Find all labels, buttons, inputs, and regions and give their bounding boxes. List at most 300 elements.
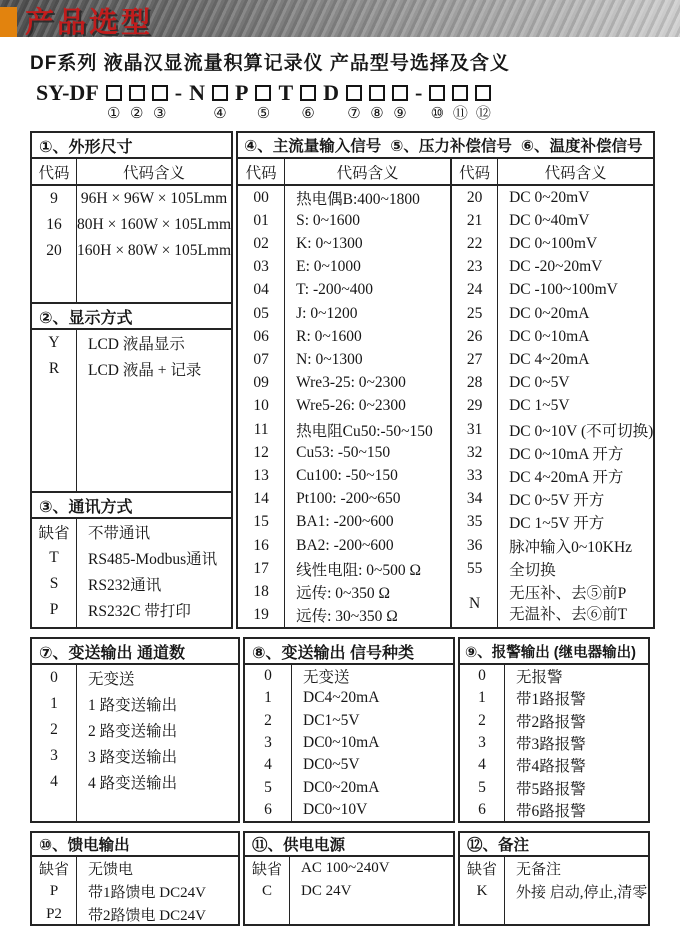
- meaning-cell: E: 0~1000: [296, 258, 361, 276]
- table-row: [238, 186, 450, 209]
- code-cell: 1: [245, 687, 292, 709]
- meaning-cell: DC 0~5V 开方: [509, 492, 605, 510]
- code-cell: Y: [32, 330, 77, 356]
- model-placeholder-box: [212, 85, 228, 101]
- table-row: [452, 232, 653, 255]
- table-feed-output: [30, 831, 240, 926]
- model-placeholder-box: [300, 85, 316, 101]
- column-header-row: [452, 159, 653, 186]
- table-title: ③、通讯方式: [32, 493, 231, 519]
- code-cell: 3: [460, 732, 505, 754]
- meaning-cell: 160H × 80W × 105Lmm: [77, 242, 232, 259]
- code-cell: 6: [245, 799, 292, 821]
- model-box-slot: [212, 81, 228, 124]
- meaning-cell: DC 0~5V: [509, 374, 570, 392]
- table-row: [32, 665, 238, 691]
- model-code-line: [36, 81, 680, 124]
- meaning-cell: 无馈电: [88, 862, 134, 878]
- meaning-cell: DC 0~20mA: [509, 304, 590, 322]
- code-cell: 11: [238, 418, 285, 441]
- meaning-cell: 带4路报警: [516, 758, 586, 776]
- table-row: [452, 302, 653, 325]
- meaning-cell: 无变送: [303, 669, 350, 687]
- table-row: [460, 857, 648, 880]
- code-cell: K: [460, 880, 505, 903]
- meaning-cell: 96H × 96W × 105Lmm: [80, 190, 228, 207]
- code-cell: 5: [245, 776, 292, 798]
- meaning-cell: Cu53: -50~150: [296, 443, 391, 461]
- table-row: [245, 799, 453, 821]
- model-text-label: D: [323, 80, 340, 105]
- compensation-signal-group: [450, 159, 653, 627]
- code-cell: 04: [238, 279, 285, 302]
- meaning-cell: 无备注: [516, 862, 562, 878]
- table-comm-mode: [32, 491, 231, 627]
- model-placeholder-box: [152, 85, 168, 101]
- model-placeholder-box: [255, 85, 271, 101]
- meaning-cell: RS232通讯: [88, 577, 162, 594]
- top-table-group: [30, 131, 654, 629]
- position-number: ⑥: [301, 106, 315, 122]
- code-cell: 32: [452, 441, 498, 464]
- table-title: ⑫、备注: [460, 833, 648, 857]
- table-row: [245, 732, 453, 754]
- table-row: [32, 769, 238, 795]
- code-cell: S: [32, 571, 77, 597]
- code-column-header: 代码: [452, 159, 498, 184]
- table-row: [452, 186, 653, 209]
- meaning-cell: BA2: -200~600: [296, 536, 394, 554]
- code-cell: 33: [452, 464, 498, 487]
- meaning-cell: R: 0~1600: [296, 327, 362, 345]
- code-cell: 23: [452, 256, 498, 279]
- model-box-slot: [152, 81, 168, 124]
- banner-accent-bar: [0, 7, 17, 37]
- table-row: [245, 776, 453, 798]
- bottom-table-group: [30, 831, 650, 926]
- table-title: ⑪、供电电源: [245, 833, 453, 857]
- meaning-cell: 脉冲输入0~10KHz: [509, 538, 633, 556]
- code-cell: 16: [238, 534, 285, 557]
- empty-filler: [32, 795, 238, 821]
- code-cell: 17: [238, 557, 285, 580]
- table-row: [32, 330, 231, 356]
- table-row: [245, 687, 453, 709]
- model-text-label: T: [278, 80, 294, 105]
- table-title: [238, 133, 653, 159]
- table-row: [238, 209, 450, 232]
- meaning-cell: 带1路馈电 DC24V: [88, 885, 206, 901]
- table-row: [238, 395, 450, 418]
- table-row: [32, 238, 231, 264]
- empty-filler: [460, 903, 648, 924]
- model-code-text: [175, 81, 182, 124]
- table-row: [460, 710, 648, 732]
- meaning-line: 无温补、去⑥前T: [509, 605, 628, 623]
- table-row: [452, 441, 653, 464]
- position-number: ⑦: [347, 106, 361, 122]
- table-row: [32, 212, 231, 238]
- model-box-slot: [129, 81, 145, 124]
- table-shape-size: [32, 133, 231, 302]
- table-row: [32, 880, 238, 903]
- model-placeholder-box: [452, 85, 468, 101]
- table-title-part: ⑤、压力补偿信号: [390, 138, 512, 155]
- meaning-cell: DC 1~5V: [509, 397, 570, 415]
- code-cell: 0: [460, 665, 505, 687]
- model-text-label: -: [415, 80, 423, 105]
- meaning-cell: DC 24V: [301, 883, 352, 899]
- code-cell: 2: [460, 710, 505, 732]
- table-row: [245, 857, 453, 880]
- code-cell: T: [32, 545, 77, 571]
- position-number: ⑫: [475, 106, 491, 122]
- table-row: [238, 604, 450, 627]
- meaning-cell: 带1路报警: [516, 691, 586, 709]
- table-title: ⑦、变送输出 通道数: [32, 639, 238, 665]
- table-row: [452, 348, 653, 371]
- code-cell: 6: [460, 799, 505, 821]
- code-cell: 05: [238, 302, 285, 325]
- position-number: ①: [107, 106, 121, 122]
- table-row: [238, 557, 450, 580]
- table-row: [245, 880, 453, 903]
- meaning-cell: Wre3-25: 0~2300: [296, 374, 406, 392]
- table-row: [238, 534, 450, 557]
- code-column-header: 代码: [238, 159, 285, 184]
- position-number: ⑪: [452, 106, 468, 122]
- model-placeholder-box: [346, 85, 362, 101]
- code-cell: 13: [238, 464, 285, 487]
- position-number: ⑤: [256, 106, 271, 122]
- model-code-text: [323, 81, 339, 124]
- table-row: [245, 710, 453, 732]
- code-cell: 02: [238, 232, 285, 255]
- code-cell: 18: [238, 580, 285, 603]
- meaning-line: 无压补、去⑤前P: [509, 584, 627, 602]
- code-cell: 19: [238, 604, 285, 627]
- meaning-column-header: 代码含义: [544, 164, 607, 182]
- table-row: [238, 372, 450, 395]
- code-cell: 1: [460, 687, 505, 709]
- code-cell: 21: [452, 209, 498, 232]
- table-row: [452, 580, 653, 626]
- meaning-cell: LCD 液晶显示: [88, 336, 185, 353]
- model-placeholder-box: [475, 85, 491, 101]
- table-row: [238, 511, 450, 534]
- mid-table-group: [30, 637, 650, 823]
- meaning-cell: DC0~20mA: [303, 778, 380, 796]
- table-display-mode: [32, 302, 231, 491]
- meaning-cell: 热电阻Cu50:-50~150: [296, 422, 433, 440]
- table-row: [238, 279, 450, 302]
- table-row: [452, 488, 653, 511]
- meaning-cell: 全切换: [509, 561, 556, 579]
- meaning-cell: 无变送: [88, 671, 135, 688]
- model-code-text: [415, 81, 422, 124]
- meaning-cell: 80H × 160W × 105Lmm: [77, 216, 232, 233]
- table-title: ②、显示方式: [32, 304, 231, 330]
- code-cell: 14: [238, 488, 285, 511]
- code-cell: P2: [32, 903, 77, 926]
- left-table-stack: [30, 131, 233, 629]
- code-cell: 07: [238, 348, 285, 371]
- code-cell: 10: [238, 395, 285, 418]
- meaning-cell: K: 0~1300: [296, 235, 363, 252]
- code-cell: 1: [32, 691, 77, 717]
- table-row: [245, 665, 453, 687]
- table-row: [460, 880, 648, 903]
- code-cell: 34: [452, 488, 498, 511]
- meaning-cell: DC0~5V: [303, 756, 360, 774]
- code-cell: P: [32, 597, 77, 623]
- code-cell: 27: [452, 348, 498, 371]
- table-row: [32, 356, 231, 382]
- table-row: [32, 186, 231, 212]
- banner: [0, 0, 680, 37]
- meaning-cell: DC1~5V: [303, 711, 360, 729]
- meaning-cell: RS485-Modbus通讯: [88, 551, 218, 568]
- meaning-cell: LCD 液晶 + 记录: [88, 362, 202, 379]
- table-title: ⑩、馈电输出: [32, 833, 238, 857]
- meaning-cell: DC 0~20mV: [509, 188, 590, 206]
- code-cell: 缺省: [245, 857, 290, 880]
- model-text-label: P: [234, 80, 249, 105]
- code-cell: 06: [238, 325, 285, 348]
- meaning-cell: 外接 启动,停止,清零: [516, 885, 648, 901]
- doc-subtitle: DF系列 液晶汉显流量积算记录仪 产品型号选择及含义: [30, 53, 510, 74]
- code-cell: R: [32, 356, 77, 382]
- code-cell: 9: [32, 186, 77, 212]
- table-alarm-output: [458, 637, 650, 823]
- meaning-column-header: 代码含义: [123, 164, 186, 182]
- table-title: ①、外形尺寸: [32, 133, 231, 159]
- code-cell: 16: [32, 212, 77, 238]
- table-row: [452, 279, 653, 302]
- code-column-header: 代码: [32, 159, 77, 184]
- position-number: ⑩: [430, 106, 445, 122]
- model-code-text: [36, 81, 99, 124]
- table-body: [238, 159, 653, 627]
- table-title-part: ④、主流量输入信号: [244, 138, 382, 155]
- meaning-cell: DC -100~100mV: [509, 281, 618, 299]
- code-cell: 22: [452, 232, 498, 255]
- table-row: [452, 464, 653, 487]
- meaning-cell: 4 路变送输出: [88, 775, 178, 792]
- table-row: [32, 903, 238, 926]
- model-code-text: [189, 81, 205, 124]
- meaning-cell: DC 0~100mV: [509, 235, 598, 252]
- code-cell: 2: [245, 710, 292, 732]
- column-header-row: [32, 159, 231, 186]
- table-transmit-signal-types: [243, 637, 455, 823]
- meaning-cell: 带6路报警: [516, 802, 586, 820]
- code-cell: 00: [238, 186, 285, 209]
- code-cell: 0: [245, 665, 292, 687]
- model-box-slot: [106, 81, 122, 124]
- table-row: [238, 256, 450, 279]
- position-number: ⑧: [370, 106, 384, 122]
- model-placeholder-box: [392, 85, 408, 101]
- code-cell: 25: [452, 302, 498, 325]
- column-header-row: [238, 159, 450, 186]
- model-text-label: SY-DF: [36, 80, 99, 105]
- code-cell: 36: [452, 534, 498, 557]
- position-number: ②: [130, 106, 144, 122]
- code-cell: 缺省: [32, 857, 77, 880]
- table-row: [238, 325, 450, 348]
- meaning-cell: 带2路报警: [516, 713, 586, 731]
- code-cell: 55: [452, 557, 498, 580]
- code-cell: 35: [452, 511, 498, 534]
- model-box-slot: [369, 81, 385, 124]
- table-row: [452, 209, 653, 232]
- meaning-cell: DC 0~10mA 开方: [509, 445, 624, 463]
- table-row: [460, 665, 648, 687]
- code-cell: 3: [32, 743, 77, 769]
- table-row: [32, 571, 231, 597]
- code-cell: 20: [452, 186, 498, 209]
- model-text-label: N: [189, 80, 205, 105]
- position-number: ④: [213, 106, 227, 122]
- table-row: [238, 580, 450, 603]
- selection-tables: [30, 131, 654, 926]
- table-row: [32, 597, 231, 623]
- meaning-cell: DC 0~10mA: [509, 327, 590, 345]
- meaning-cell: 线性电阻: 0~500 Ω: [296, 561, 422, 579]
- code-cell: 09: [238, 372, 285, 395]
- table-row: [238, 232, 450, 255]
- meaning-cell: 远传: 0~350 Ω: [296, 585, 391, 603]
- code-cell: C: [245, 880, 290, 903]
- model-placeholder-box: [429, 85, 445, 101]
- meaning-cell: 1 路变送输出: [88, 697, 178, 714]
- code-cell: 01: [238, 209, 285, 232]
- model-box-slot: [392, 81, 408, 124]
- table-title-part: ⑥、温度补偿信号: [520, 138, 643, 155]
- code-cell: 12: [238, 441, 285, 464]
- meaning-cell: Pt100: -200~650: [296, 490, 401, 508]
- code-cell: 15: [238, 511, 285, 534]
- code-cell: 4: [32, 769, 77, 795]
- code-cell: 20: [32, 238, 77, 264]
- table-row: [452, 534, 653, 557]
- table-row: [238, 441, 450, 464]
- meaning-cell: S: 0~1600: [296, 211, 361, 229]
- table-row: [32, 691, 238, 717]
- table-transmit-channels: [30, 637, 240, 823]
- model-box-slot: [429, 81, 445, 124]
- table-remark: [458, 831, 650, 926]
- meaning-cell: DC -20~20mV: [509, 258, 603, 276]
- table-row: [238, 418, 450, 441]
- table-row: [32, 857, 238, 880]
- empty-filler: [32, 382, 231, 491]
- model-box-slot: [452, 81, 468, 124]
- code-cell: 03: [238, 256, 285, 279]
- meaning-cell: 带2路馈电 DC24V: [88, 908, 206, 924]
- meaning-cell: 远传: 30~350 Ω: [296, 608, 398, 626]
- table-title: ⑨、报警输出 (继电器输出): [460, 639, 648, 665]
- model-placeholder-box: [129, 85, 145, 101]
- position-number: ③: [153, 106, 167, 122]
- main-flow-signal-group: [238, 159, 450, 627]
- meaning-cell: BA1: -200~600: [296, 513, 394, 531]
- model-box-slot: [255, 81, 271, 124]
- meaning-cell: [498, 580, 653, 626]
- meaning-cell: 不带通讯: [88, 525, 151, 542]
- code-cell: 5: [460, 776, 505, 798]
- code-cell: 3: [245, 732, 292, 754]
- code-cell: P: [32, 880, 77, 903]
- code-cell: 缺省: [460, 857, 505, 880]
- code-cell: 28: [452, 372, 498, 395]
- meaning-cell: Wre5-26: 0~2300: [296, 397, 406, 415]
- meaning-cell: DC 4~20mA: [509, 351, 590, 369]
- page-title: 产品选型: [25, 7, 154, 39]
- code-cell: 4: [245, 754, 292, 776]
- code-cell: N: [452, 580, 498, 626]
- model-placeholder-box: [106, 85, 122, 101]
- meaning-cell: DC 0~10V (不可切换): [509, 422, 654, 440]
- code-cell: 24: [452, 279, 498, 302]
- model-box-slot: [346, 81, 362, 124]
- table-row: [452, 256, 653, 279]
- table-row: [32, 519, 231, 545]
- code-cell: 29: [452, 395, 498, 418]
- table-title: ⑧、变送输出 信号种类: [245, 639, 453, 665]
- model-box-slot: [300, 81, 316, 124]
- meaning-cell: DC 4~20mA 开方: [509, 469, 624, 487]
- meaning-cell: N: 0~1300: [296, 351, 363, 369]
- table-row: [238, 348, 450, 371]
- model-text-label: -: [174, 80, 183, 105]
- model-code-text: [278, 81, 293, 124]
- table-row: [452, 395, 653, 418]
- table-input-signals: [236, 131, 655, 629]
- table-row: [460, 799, 648, 821]
- code-cell: 0: [32, 665, 77, 691]
- meaning-cell: AC 100~240V: [301, 860, 390, 876]
- code-cell: 4: [460, 754, 505, 776]
- table-row: [32, 717, 238, 743]
- meaning-cell: Cu100: -50~150: [296, 467, 398, 485]
- code-cell: 2: [32, 717, 77, 743]
- meaning-cell: J: 0~1200: [296, 304, 358, 322]
- code-cell: 缺省: [32, 519, 77, 545]
- table-row: [452, 372, 653, 395]
- meaning-cell: 2 路变送输出: [88, 723, 178, 740]
- code-cell: 31: [452, 418, 498, 441]
- meaning-cell: DC4~20mA: [303, 689, 380, 707]
- table-row: [238, 488, 450, 511]
- meaning-column-header: 代码含义: [336, 164, 399, 182]
- table-row: [452, 557, 653, 580]
- table-row: [238, 464, 450, 487]
- empty-filler: [245, 903, 453, 924]
- meaning-cell: 带5路报警: [516, 780, 586, 798]
- table-row: [460, 687, 648, 709]
- meaning-cell: T: -200~400: [296, 281, 374, 299]
- empty-filler: [32, 623, 231, 627]
- code-cell: 26: [452, 325, 498, 348]
- model-placeholder-box: [369, 85, 385, 101]
- table-power-supply: [243, 831, 455, 926]
- meaning-cell: 热电偶B:400~1800: [296, 190, 420, 208]
- table-row: [460, 754, 648, 776]
- table-row: [460, 732, 648, 754]
- empty-filler: [32, 264, 231, 302]
